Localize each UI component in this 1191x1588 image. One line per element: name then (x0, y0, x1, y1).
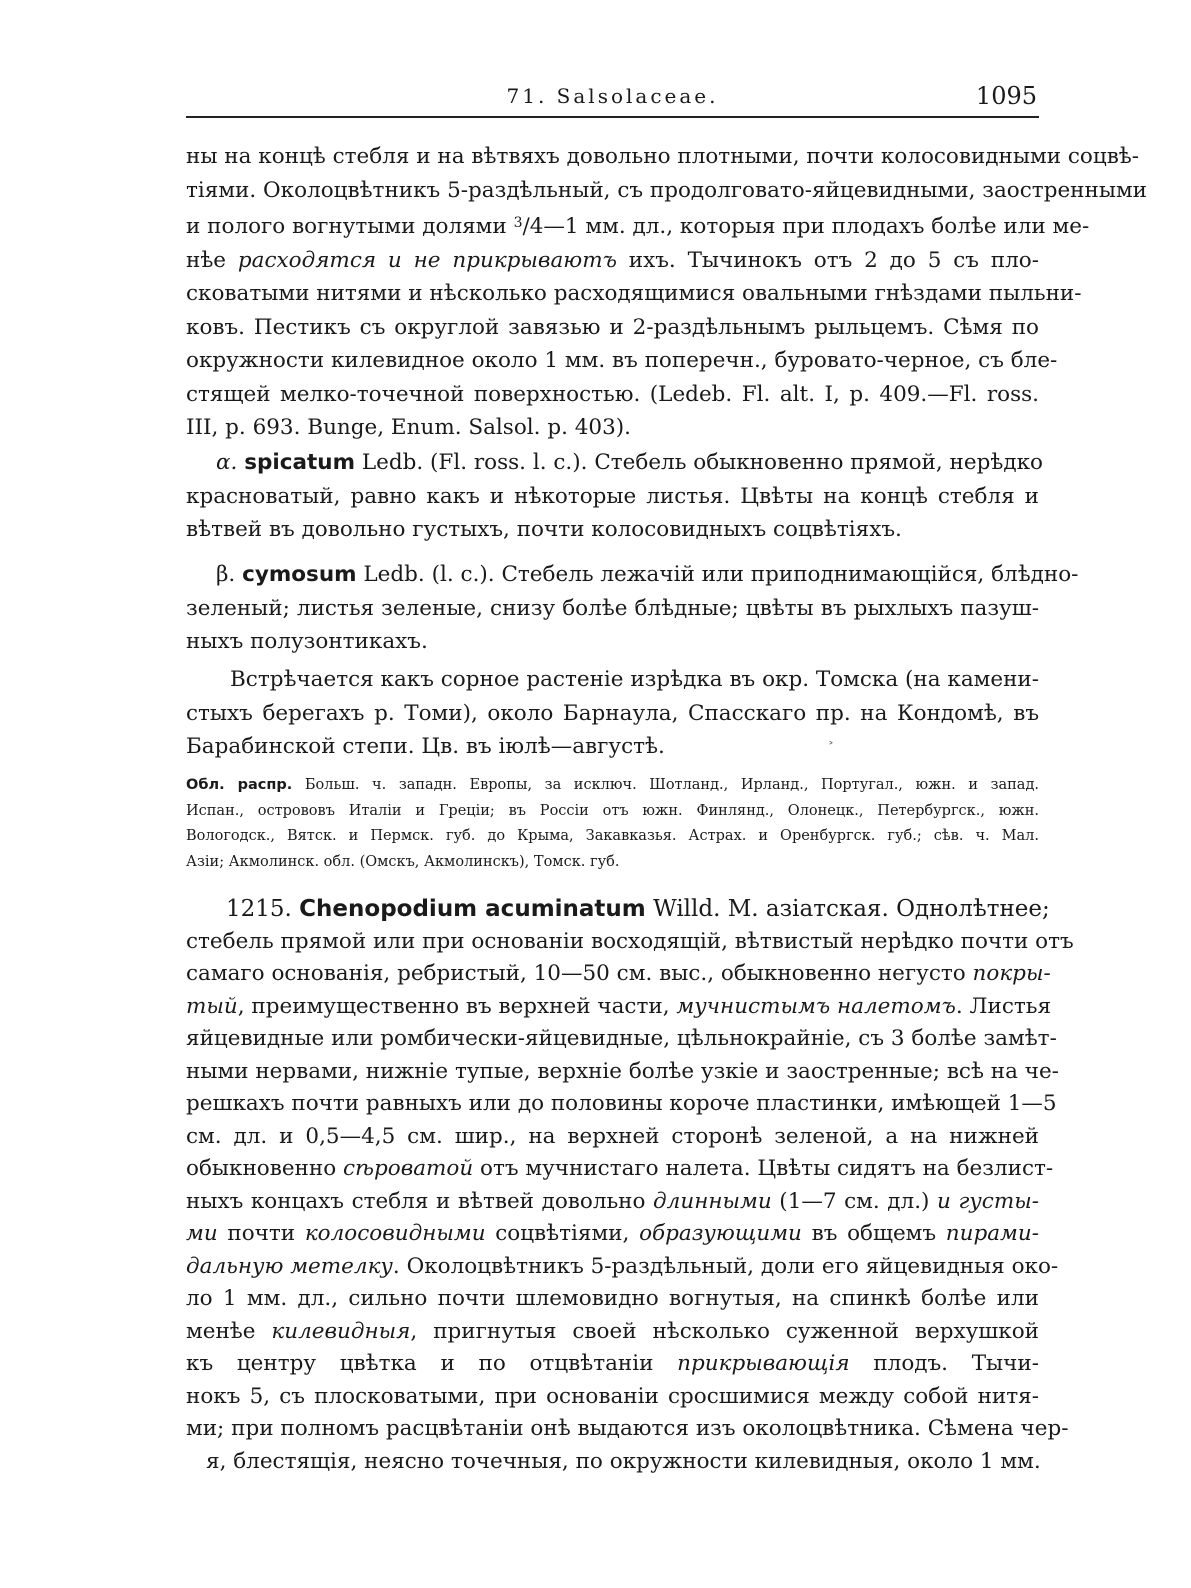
text-line: решкахъ почти равныхъ или до половины короче пластинки, имѣющей 1—5 (186, 1091, 1057, 1116)
distribution-paragraph (186, 773, 1039, 875)
text-line: нокъ 5, съ плосковатыми, при основаніи сросшимися между собой нитя- (186, 1383, 1039, 1409)
text-line: тый, преимущественно въ верхней части, мучнистымъ налетомъ. Листья (186, 993, 1052, 1019)
page-number: 1095 (975, 82, 1037, 110)
text-line: ныхъ концахъ стебля и вѣтвей довольно длинными (1—7 см. дл.) и густы- (186, 1188, 1039, 1214)
text-line: къ центру цвѣтка и по отцвѣтаніи прикрывающія плодъ. Тычи- (186, 1351, 1039, 1376)
text-line: сковатыми нитями и нѣсколько расходящимися овальными гнѣздами пыльни- (186, 281, 1082, 306)
species-number: 1215. (226, 896, 292, 922)
species-name: Chenopodium acuminatum (299, 896, 646, 922)
text-line: ковъ. Пестикъ съ округлой завязью и 2-раздѣльнымъ рыльцемъ. Сѣмя по (186, 314, 1039, 340)
text-line: стящей мелко-точечной поверхностью. (Ledeb. Fl. alt. I, p. 409.—Fl. ross. (186, 381, 1039, 407)
text-line: ми почти колосовидными соцвѣтіями, образующими въ общемъ пирами- (186, 1221, 1039, 1246)
distribution-label: Обл. распр. (186, 777, 293, 793)
text-line: окружности килевидное около 1 мм. въ поперечн., буровато-черное, съ бле- (186, 348, 1058, 373)
page-header (186, 82, 1039, 118)
variety-name: cymosum (242, 562, 357, 587)
text-line: Вологодск., Вятск. и Пермск. губ. до Крыма, Закавказья. Астрах. и Оренбургск. губ.; сѣв. ч. Мал. (186, 828, 1039, 844)
text-line: ны на концѣ стебля и на вѣтвяхъ довольно плотными, почти колосовидными соцвѣ- (186, 144, 1140, 169)
text-line: ми; при полномъ расцвѣтаніи онѣ выдаются изъ околоцвѣтника. Сѣмена чер- (186, 1416, 1069, 1441)
text-line: III, p. 693. Bunge, Enum. Salsol. p. 403). (186, 415, 632, 440)
species-1215-entry (186, 893, 1074, 1478)
text-line: стыхъ берегахъ р. Томи), около Барнаула, Спасскаго пр. на Кондомѣ, въ (186, 700, 1039, 726)
text-line: ло 1 мм. дл., сильно почти шлемовидно вогнутыя, на спинкѣ болѣе или (186, 1286, 1039, 1311)
text-line: менѣе килевидныя, пригнутыя своей нѣсколько суженной верхушкой (186, 1318, 1039, 1344)
text-line: стебель прямой или при основаніи восходящій, вѣтвистый нерѣдко почти отъ (186, 928, 1074, 954)
text-line: я, блестящія, неясно точечныя, по окружности килевидныя, около 1 мм. (206, 1448, 1041, 1474)
text-line: вѣтвей въ довольно густыхъ, почти колосовидныхъ соцвѣтіяхъ. (186, 517, 902, 542)
text-line: яйцевидные или ромбически-яйцевидные, цѣльнокрайніе, съ 3 болѣе замѣт- (186, 1026, 1057, 1051)
habitat-paragraph (186, 663, 1039, 764)
print-speck: ˃ (828, 740, 834, 754)
text-line: Обл. распр. Больш. ч. западн. Европы, за исключ. Шотланд., Ирланд., Португал., южн. и запад. (186, 777, 1039, 793)
text-line: Встрѣчается какъ сорное растеніе изрѣдка въ окр. Томска (на камени- (230, 667, 1040, 692)
text-line: 1215. Chenopodium acuminatum Willd. М. азіатская. Однолѣтнее; (226, 896, 1050, 922)
text-line: красноватый, равно какъ и нѣкоторые листья. Цвѣты на концѣ стебля и (186, 483, 1039, 509)
text-line: ныхъ полузонтикахъ. (186, 629, 428, 654)
species-description-continued (186, 140, 1148, 445)
text-line: самаго основанія, ребристый, 10—50 см. выс., обыкновенно негусто покры- (186, 961, 1051, 986)
italic-phrase: расходятся и не прикрываютъ (237, 247, 617, 273)
variety-name: spicatum (244, 450, 355, 475)
text-line: ными нервами, нижніе тупые, верхніе болѣе узкіе и заостренные; всѣ на че- (186, 1058, 1059, 1084)
text-line: см. дл. и 0,5—4,5 см. шир., на верхней сторонѣ зеленой, а на нижней (186, 1123, 1039, 1149)
text-line: Испан., острововъ Италіи и Греціи; въ Россіи отъ южн. Финлянд., Олонецк., Петербургск., южн. (186, 802, 1039, 819)
text-line: зеленый; листья зеленые, снизу болѣе блѣдные; цвѣты въ рыхлыхъ пазуш- (186, 595, 1039, 621)
text-line: Барабинской степи. Цв. въ іюлѣ—августѣ. (186, 734, 665, 759)
text-line: α. spicatum Ledb. (Fl. ross. l. c.). Стебель обыкновенно прямой, нерѣдко (216, 450, 1043, 475)
text-line: Азіи; Акмолинск. обл. (Омскъ, Акмолинскъ), Томск. губ. (186, 853, 620, 870)
text-line: нѣе расходятся и не прикрываютъ ихъ. Тычинокъ отъ 2 до 5 съ пло- (186, 247, 1039, 273)
text-line: тіями. Околоцвѣтникъ 5-раздѣльный, съ продолговато-яйцевидными, заостренными (186, 177, 1148, 203)
superscript: 3 (513, 215, 523, 231)
text-line: β. cymosum Ledb. (l. c.). Стебель лежачій или приподнимающійся, блѣдно- (216, 562, 1079, 587)
variety-alpha (186, 446, 1043, 547)
text-line: обыкновенно сѣроватой отъ мучнистаго налета. Цвѣты сидятъ на безлист- (186, 1156, 1054, 1181)
text-line: дальную метелку. Околоцвѣтникъ 5-раздѣльный, доли его яйцевидныя око- (186, 1253, 1059, 1279)
running-title: 71. Salsolaceae. (506, 84, 719, 108)
text-line: и полого вогнутыми долями $^3$/4—1 мм. дл., которыя при плодахъ болѣе или ме- (186, 214, 1090, 239)
variety-beta (186, 558, 1079, 659)
